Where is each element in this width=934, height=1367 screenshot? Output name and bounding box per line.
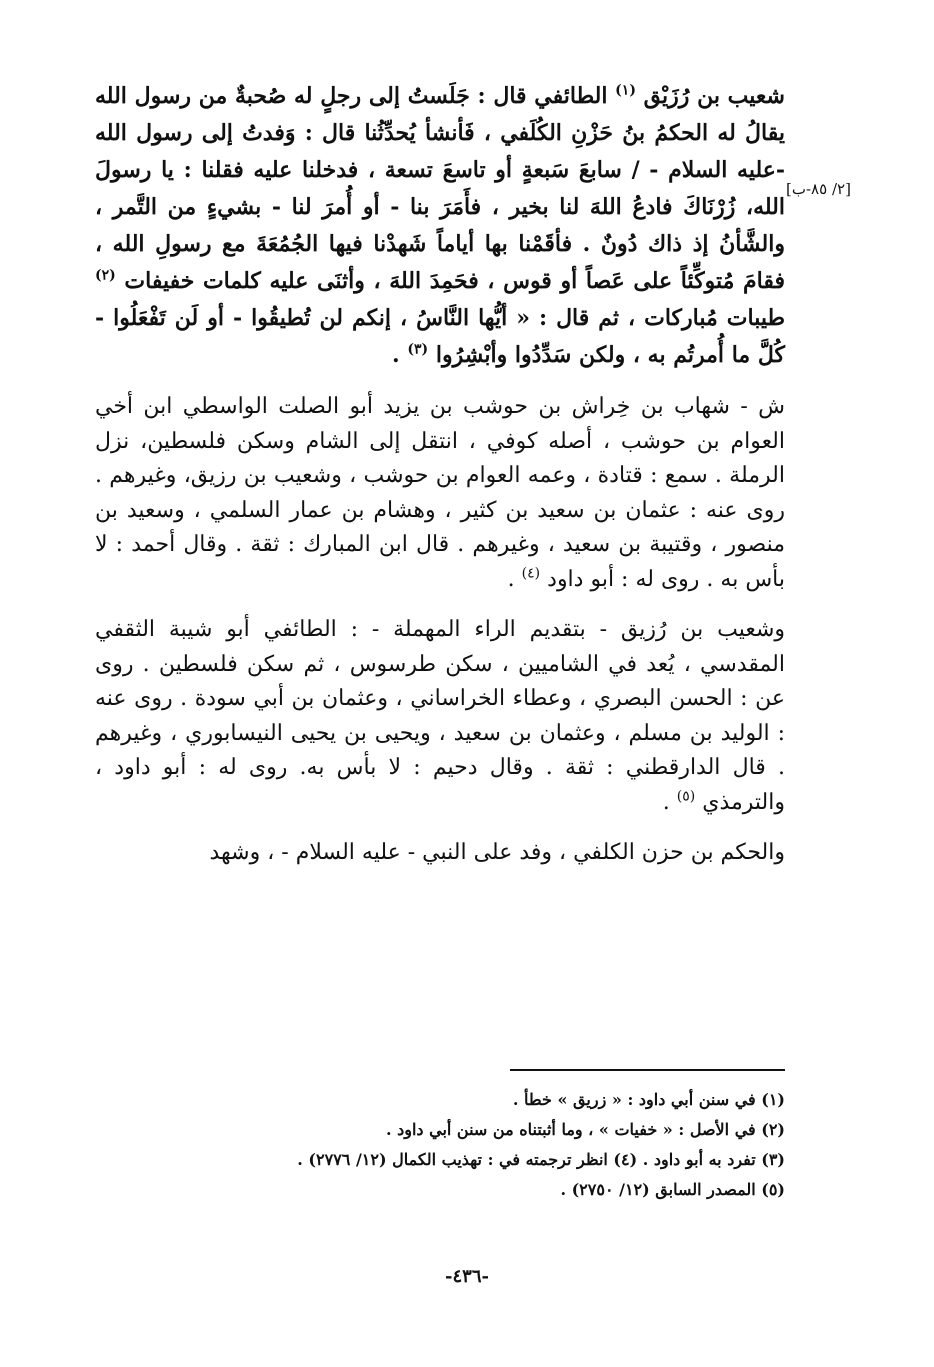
footnote-ref: (٢) (95, 267, 116, 284)
manuscript-folio-marker: [٢/ ٨٥-ب] (786, 180, 851, 198)
hadith-line: . (392, 342, 400, 368)
hadith-line: إذ ذاك دُونٌ . فأقَمْنا بها أياماً شَهدْنا فيها الجُمُعَةَ مع رسولِ الله ، فقامَ مُتوكِّئاً (95, 231, 785, 294)
footnote: (٢) في الأصل : « خفيات » ، وما أثبتناه من سنن أبي داود . (385, 1120, 785, 1139)
paragraph-text: وشعيب بن رُزيق - بتقديم الراء المهملة - : الطائفي أبو شيبة الثقفي المقدسي ، يُعد في الشاميين ، سكن طرسوس ، ثم سكن فلسطين . روى عن : الحسن البصري ، وعطاء الخراساني ، وعثمان بن أبي سودة . روى عنه : الوليد بن مسلم ، وعثمان بن سعيد ، ويحيى بن يحيى النيسابوري ، وغيرهم . قال الدارقطني : ثقة . وقال دحيم : لا بأس به. روى له : أبو داود ، والترمذي (95, 617, 785, 815)
paragraph-text: والحكم بن حزن الكلفي ، وفد على النبي - عليه السلام - ، وشهد (209, 840, 785, 865)
hadith-line: على عَصاً أو قوس ، فحَمِدَ اللهَ ، وأثنَى عليه كلمات خفيفات (124, 268, 673, 294)
footnote-ref: (١) (615, 82, 636, 99)
hadith-paragraph (95, 78, 785, 374)
paragraph-text: ش - شهاب بن خِراش بن حوشب بن يزيد أبو الصلت الواسطي ابن أخي العوام بن حوشب ، أصله كوفي ، انتقل إلى الشام وسكن فلسطين، نزل الرملة . سمع : قتادة ، وعمه العوام بن حوشب ، وشعيب بن رزيق، وغيرهم . روى عنه : عثمان بن سعيد بن كثير ، وهشام بن عمار السلمي ، وسعيد بن منصور ، وقتيبة بن سعيد ، وغيرهم . قال ابن المبارك : ثقة . وقال أحمد : لا بأس به . روى له : أبو داود (95, 394, 785, 592)
footnote-ref: (٥) (676, 788, 696, 805)
paragraph-end: . (662, 789, 670, 815)
hadith-line: يقالُ له الحكمُ بنُ حَزْنِ الكُلَفي ، فَأنشأ يُحدِّثُنا قال : وَفدتُ إلى رسول الله (95, 120, 785, 146)
footnote: (٥) المصدر السابق (١٢/ ٢٧٥٠) . (560, 1180, 785, 1199)
commentary-paragraph (95, 390, 785, 597)
hadith-line: أُمرتُم به ، ولكن سَدِّدُوا وأبْشِرُوا (435, 342, 725, 368)
footnote: (١) في سنن أبي داود : « زريق » خطأ . (512, 1090, 785, 1109)
commentary-paragraph (95, 613, 785, 820)
footnotes (95, 1085, 785, 1205)
page-number: -٤٣٦- (445, 1266, 489, 1287)
footnote: (٣) تفرد به أبو داود . (٤) انظر ترجمته في : تهذيب الكمال (١٢/ ٢٧٧٦) . (297, 1150, 785, 1169)
commentary-paragraph (95, 836, 785, 871)
paragraph-end: . (507, 566, 515, 592)
hadith-line: طيبات مُباركات ، ثم قال : « أيُّها النَّاسُ ، إنكم لن تُطيقُوا - أو لَن تَفْعَلُوا - كُلَّ ما (95, 305, 785, 368)
footnote-divider (510, 1069, 785, 1071)
footnote-ref: (٤) (521, 565, 541, 582)
hadith-line: -عليه السلام - / سابعَ سَبعةٍ أو تاسعَ تسعة ، فدخلنا عليه فقلنا : يا رسولَ (95, 157, 785, 183)
hadith-line: الطائفي قال : جَلَستُ إلى رجلٍ له صُحبةٌ من رسول الله (95, 83, 608, 109)
footnote-ref: (٣) (407, 341, 429, 358)
hadith-line: الله، زُرْنَاكَ فادعُ اللهَ لنا بخير ، فأَمَرَ بنا - أو أُمرَ لنا - بشيءٍ من التَّمر ، والشَّأنُ (95, 194, 785, 257)
hadith-line: شعيب بن رُزَيْق (643, 83, 785, 109)
